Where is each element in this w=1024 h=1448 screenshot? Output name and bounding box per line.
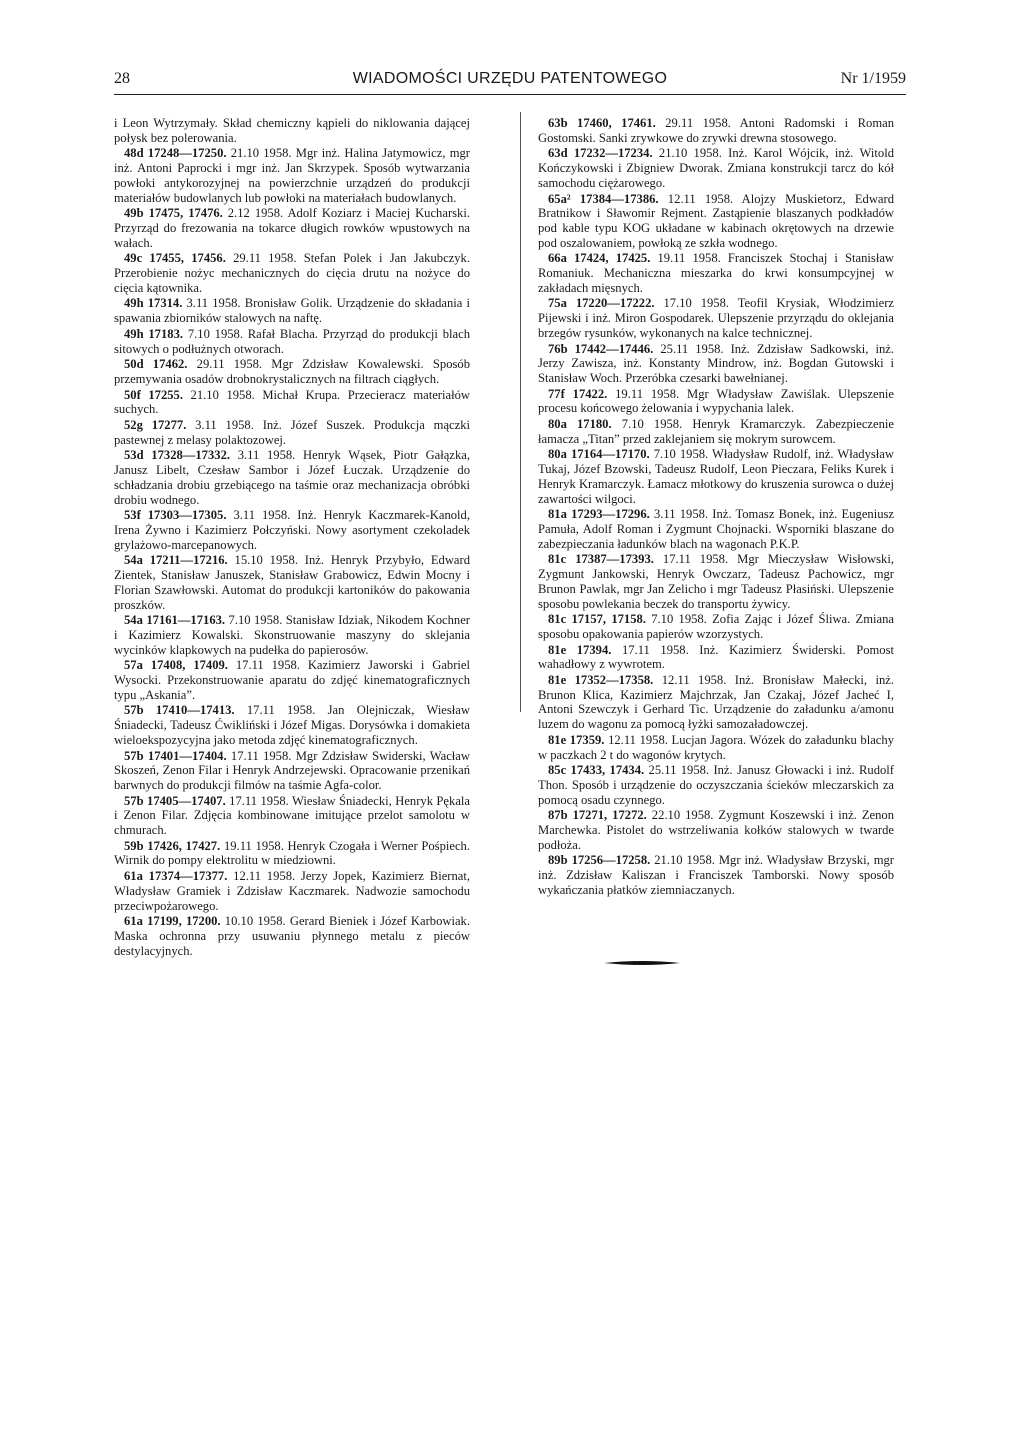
patent-number: 85c 17433, 17434. (548, 763, 645, 778)
patent-number: 53d 17328—17332. (124, 448, 231, 463)
patent-entry (114, 508, 470, 552)
patent-description: 21.10 1958. Mgr inż. Halina Jatymowicz, mgr inż. Antoni Paprocki i mgr inż. Jan Skrzypek. Sposób wytwarzania powłoki antykorozyjnej na powierzchnie urządzeń do produkcji materiałów budowlanych lub powłoki na materiałach budowlanych. (114, 146, 470, 205)
patent-description: 12.11 1958. Jerzy Jopek, Kazimierz Biernat, Władysław Gramiek i Zdzisław Kaczmarek. Nadwozie samochodu przeciwpożarowego. (114, 869, 471, 913)
patent-entry (538, 612, 894, 641)
patent-entry (538, 417, 894, 446)
patent-description: 2.12 1958. Adolf Koziarz i Maciej Kucharski. Przyrząd do frezowania na tokarce długich rowków wpustowych na wałach. (114, 206, 470, 250)
patent-entry (114, 448, 470, 507)
patent-entry (114, 703, 470, 747)
patent-number: 63d 17232—17234. (548, 146, 653, 161)
patent-entry (538, 342, 894, 386)
patent-description: 29.11 1958. Antoni Radomski i Roman Gostomski. Sanki zrywkowe do zrywki drewna stosowego. (538, 116, 894, 145)
left-column (114, 116, 470, 959)
patent-description: 25.11 1958. Inż. Janusz Głowacki i inż. Rudolf Thon. Sposób i urządzenie do oczyszczania ścieków mleczarskich za pomocą osadu czynnego. (538, 763, 894, 807)
patent-entry (538, 643, 894, 672)
patent-entry (114, 749, 470, 793)
patent-entry (114, 613, 470, 657)
column-divider (520, 112, 521, 712)
patent-number: 57b 17405—17407. (124, 793, 226, 808)
patent-entry (538, 507, 894, 551)
patent-entry (114, 251, 470, 295)
patent-number: 52g 17277. (124, 418, 187, 433)
patent-description: 3.11 1958. Henryk Wąsek, Piotr Gałązka, Janusz Libelt, Czesław Sambor i Józef Łuczak. Urządzenie do schładzania drobiu grzebiącego na taśmie oraz mechanizacja obróbki drobiu wodnego. (114, 448, 470, 507)
patent-entry (114, 116, 470, 145)
patent-entry (538, 387, 894, 416)
patent-number: 57a 17408, 17409. (124, 658, 228, 673)
patent-entry (114, 418, 470, 447)
patent-number: 81a 17293—17296. (548, 507, 650, 522)
patent-entry (538, 733, 894, 762)
patent-description: 19.11 1958. Mgr Władysław Zawiślak. Ulepszenie procesu końcowego żelowania i wypychania lalek. (538, 386, 894, 416)
patent-description: 12.11 1958. Lucjan Jagora. Wózek do załadunku blachy w paczkach 2 t do wagonów krytych. (538, 732, 894, 762)
patent-number: 80a 17164—17170. (548, 447, 650, 462)
patent-description: 12.11 1958. Inż. Bronisław Małecki, inż. Brunon Klica, Kazimierz Majchrzak, Jan Czakaj, Józef Jacheć I, Antoni Szewczyk i Gerhard Tic. Urządzenie do załadunku a/amonu luzem do wagonu za pomocą łyżki samozaładowczej. (538, 673, 895, 732)
patent-number: 63b 17460, 17461. (548, 116, 656, 130)
patent-number: 49c 17455, 17456. (124, 251, 226, 266)
patent-entry (538, 673, 894, 732)
patent-description: 17.11 1958. Wiesław Śniadecki, Henryk Pękala i Zenon Filar. Zdjęcia kombinowane imitujące przelot samolotu w chmurach. (114, 793, 470, 838)
patent-description: 17.11 1958. Mgr Mieczysław Wisłowski, Zygmunt Jankowski, Henryk Owczarz, Tadeusz Pachowicz, mgr Brunon Pawlak, mgr Jan Zelicho i mgr Tadeusz Płasiński. Ulepszenie sposobu powlekania beczek do transportu żywicy. (538, 552, 894, 611)
patent-description: 3.11 1958. Bronisław Golik. Urządzenie do składania i spawania zbiorników stalowych na naftę. (114, 296, 470, 326)
patent-entry (538, 116, 894, 145)
patent-description: 17.11 1958. Kazimierz Jaworski i Gabriel Wysocki. Przekonstruowanie aparatu do zdjęć kinematograficznych typu „Askania”. (114, 658, 471, 702)
patent-number: 50f 17255. (124, 387, 183, 402)
patent-entry (538, 146, 894, 190)
patent-entry (114, 206, 470, 250)
patent-description: 19.11 1958. Franciszek Stochaj i Stanisław Romaniuk. Mechaniczna mieszarka do krwi konsumpcyjnej w zakładach mięsnych. (538, 251, 894, 295)
page-header (114, 70, 906, 94)
patent-description: 7.10 1958. Henryk Kramarczyk. Zabezpieczenie łamacza „Titan” przed zaklejaniem się mokrym surowcem. (538, 417, 894, 446)
patent-entry (114, 146, 470, 205)
right-column (538, 116, 894, 899)
patent-description: 17.11 1958. Jan Olejniczak, Wiesław Śniadecki, Tadeusz Ćwikliński i Józef Migas. Dorysówka i domakieta wieloekspozycyjna jako metoda zdjęć kinematograficznych. (114, 703, 470, 747)
patent-number: 54a 17161—17163. (124, 613, 226, 628)
patent-number: 53f 17303—17305. (124, 508, 227, 523)
patent-entry (114, 388, 470, 417)
patent-number: 61a 17374—17377. (124, 869, 228, 884)
header-rule (114, 94, 906, 95)
patent-description: 21.10 1958. Inż. Karol Wójcik, inż. Witold Kończykowski i Zbigniew Dworak. Zmiana konstrukcji tarcz do kół samochodu ciężarowego. (538, 146, 894, 190)
patent-entry (114, 553, 470, 612)
patent-description: 7.10 1958. Rafał Blacha. Przyrząd do produkcji blach sitowych o podłużnych otworach. (114, 326, 470, 356)
patent-description: 17.10 1958. Teofil Krysiak, Włodzimierz Pijewski i inż. Miron Gospodarek. Ulepszenie przyrządu do oklejania brzegów rysunków, wykonanych na kalce technicznej. (538, 296, 895, 340)
patent-entry (114, 327, 470, 356)
page-number: 28 (114, 70, 130, 87)
patent-description: 3.11 1958. Inż. Tomasz Bonek, inż. Eugeniusz Pamuła, Adolf Roman i Zygmunt Chojnacki. Wsporniki blaszane do zabezpieczania ładunków blach na wagonach P.K.P. (538, 507, 894, 551)
patent-number: 59b 17426, 17427. (124, 838, 221, 853)
patent-description: 3.11 1958. Inż. Henryk Kaczmarek-Kanold, Irena Żywno i Kazimierz Połczyński. Nowy asortyment czekoladek grylażowo-marcepanowych. (114, 508, 470, 552)
patent-number: 81e 17359. (548, 732, 605, 747)
patent-description: 12.11 1958. Alojzy Muskietorz, Edward Bratnikow i Sławomir Rejment. Zastąpienie blaszanych podkładów pod kable typu KOG układane w kabinach okrętowych na drzewie pod oszalowaniem, powłoką ze szkła wodnego. (538, 191, 895, 250)
patent-entry (114, 658, 470, 702)
patent-entry (538, 552, 894, 611)
patent-entry (538, 296, 894, 340)
journal-title: WIADOMOŚCI URZĘDU PATENTOWEGO (352, 70, 668, 87)
patent-description: 29.11 1958. Mgr Zdzisław Kowalewski. Sposób przemywania osadów drobnokrystalicznych na filtrach ciągłych. (114, 357, 470, 386)
patent-number: 57b 17401—17404. (124, 748, 227, 763)
patent-description: 29.11 1958. Stefan Polek i Jan Jakubczyk. Przerobienie nożyc mechanicznych do cięcia drutu na nożyce do cięcia kątownika. (114, 251, 470, 295)
patent-entry (538, 447, 894, 506)
patent-number: 50d 17462. (124, 357, 188, 372)
patent-number: 54a 17211—17216. (124, 553, 228, 568)
patent-entry (538, 251, 894, 295)
patent-number: 76b 17442—17446. (548, 341, 654, 356)
patent-number: 49b 17475, 17476. (124, 206, 223, 221)
patent-number: 81e 17352—17358. (548, 673, 654, 688)
patent-description: 17.11 1958. Inż. Kazimierz Świderski. Pomost wahadłowy z wywrotem. (538, 642, 894, 672)
patent-entry (114, 839, 470, 868)
end-ornament (604, 960, 680, 966)
patent-entry (114, 914, 470, 958)
patent-description: 21.10 1958. Mgr inż. Władysław Brzyski, mgr inż. Zdzisław Kaliszan i Franciszek Tamborski. Nowy sposób wykańczania płatków ziemniaczanych. (538, 853, 894, 897)
patent-number: 75a 17220—17222. (548, 296, 655, 311)
patent-description: 19.11 1958. Henryk Czogała i Werner Pośpiech. Wirnik do pompy elektrolitu w miedziowni. (114, 838, 470, 868)
patent-description: 7.10 1958. Zofia Zając i Józef Śliwa. Zmiana sposobu opakowania papierów wzorzystych. (538, 612, 894, 641)
patent-number: 81c 17387—17393. (548, 552, 654, 567)
patent-number: 66a 17424, 17425. (548, 251, 651, 266)
patent-entry (538, 763, 894, 807)
patent-entry (114, 357, 470, 386)
patent-number: 87b 17271, 17272. (548, 808, 647, 823)
patent-description: 22.10 1958. Zygmunt Koszewski i inż. Zenon Marchewka. Pistolet do wstrzeliwania kołków stalowych w twarde podłoża. (538, 808, 894, 852)
patent-description: 7.10 1958. Stanisław Idziak, Nikodem Kochner i Kazimierz Kowalski. Skonstruowanie maszyny do sklejania wycinków klapkowych na pudełka do papierosów. (114, 613, 470, 657)
patent-entry (114, 296, 470, 325)
patent-number: 61a 17199, 17200. (124, 914, 221, 929)
patent-number: 80a 17180. (548, 417, 612, 432)
patent-number: 49h 17183. (124, 326, 184, 341)
patent-number: 81c 17157, 17158. (548, 612, 646, 627)
patent-entry (538, 853, 894, 897)
patent-description: 21.10 1958. Michał Krupa. Przecieracz materiałów suchych. (114, 387, 470, 417)
patent-description: 7.10 1958. Władysław Rudolf, inż. Władysław Tukaj, Józef Bzowski, Tadeusz Rudolf, Leon Pieczara, Feliks Kurek i Henryk Kramarczyk. Łamacz młotkowy do kruszenia surowca o dużej zawartości wilgoci. (538, 447, 894, 506)
patent-description: 3.11 1958. Inż. Józef Suszek. Produkcja mączki pastewnej z melasy polaktozowej. (114, 418, 471, 447)
patent-entry (114, 794, 470, 838)
patent-description: 10.10 1958. Gerard Bieniek i Józef Karbowiak. Maska ochronna przy usuwaniu płynnego metalu z pieców destylacyjnych. (114, 914, 471, 958)
patent-number: 57b 17410—17413. (124, 703, 235, 718)
patent-number: 77f 17422. (548, 386, 608, 401)
patent-entry (538, 192, 894, 251)
patent-entry (114, 869, 470, 913)
patent-number: 89b 17256—17258. (548, 853, 651, 868)
patent-number: 65a² 17384—17386. (548, 191, 659, 206)
issue-number: Nr 1/1959 (840, 70, 906, 87)
patent-description: 17.11 1958. Mgr Zdzisław Swiderski, Wacław Skoszeń, Zenon Filar i Henryk Andrzejewski. Opracowanie przenikań barwnych do produkcji filmów na taśmie Agfa-color. (114, 748, 470, 792)
patent-description: i Leon Wytrzymały. Skład chemiczny kąpieli do niklowania dającej połysk bez polerowania. (114, 116, 470, 145)
patent-description: 25.11 1958. Inż. Zdzisław Sadkowski, inż. Jerzy Zawisza, inż. Konstanty Mindrow, inż. Bogdan Gutowski i Stanisław Woch. Przeróbka czesarki bawełnianej. (538, 341, 894, 385)
patent-number: 49h 17314. (124, 296, 183, 311)
patent-entry (538, 808, 894, 852)
patent-number: 81e 17394. (548, 642, 612, 657)
patent-description: 15.10 1958. Inż. Henryk Przybyło, Edward Zientek, Stanisław Januszek, Stanisław Grabowicz, Edwin Mocny i Florian Szawłowski. Automat do produkcji kartoników do pakowania proszków. (114, 553, 470, 612)
patent-number: 48d 17248—17250. (124, 146, 227, 161)
